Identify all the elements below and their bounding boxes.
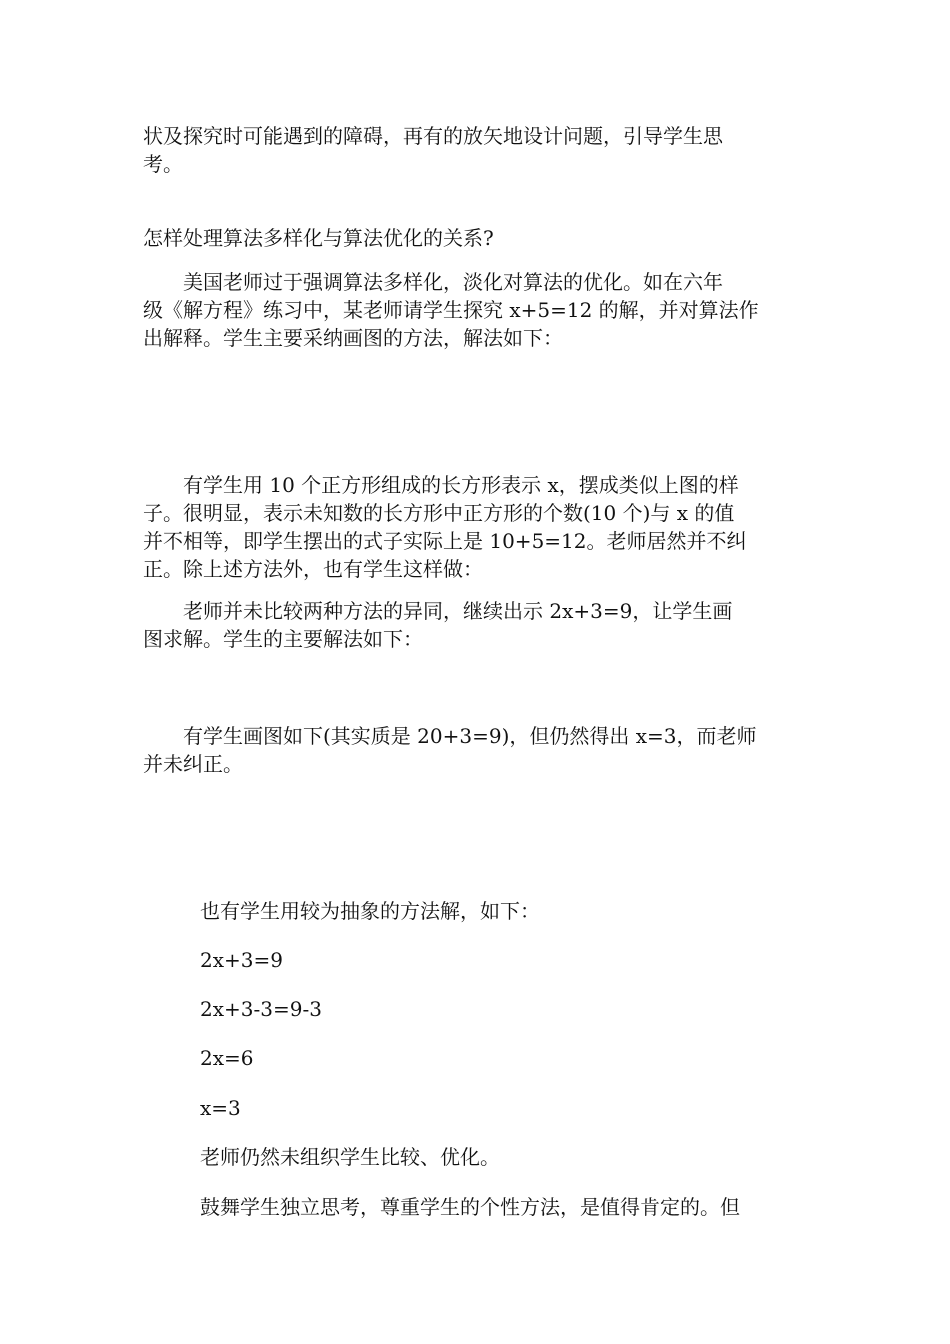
paragraph-second-equation [143, 597, 732, 653]
text-line: 出解释。学生主要采纳画图的方法，解法如下： [143, 326, 563, 350]
paragraph-continued [143, 122, 723, 178]
equation-step-4: x=3 [200, 1096, 241, 1120]
paragraph-encourage-thinking: 鼓舞学生独立思考，尊重学生的个性方法，是值得肯定的。但 [200, 1195, 740, 1219]
paragraph-abstract-method: 也有学生用较为抽象的方法解，如下： [200, 899, 540, 923]
text-line: 有学生画图如下(其实质是 20+3=9)，但仍然得出 x=3，而老师 [143, 724, 757, 748]
text-line: 有学生用 10 个正方形组成的长方形表示 x，摆成类似上图的样 [143, 473, 739, 497]
text-line: 状及探究时可能遇到的障碍，再有的放矢地设计问题，引导学生思 [143, 124, 723, 148]
text-line: 并未纠正。 [143, 752, 243, 776]
equation-step-1: 2x+3=9 [200, 948, 283, 972]
section-heading [143, 224, 494, 252]
equation-step-2: 2x+3-3=9-3 [200, 997, 322, 1021]
heading-text: 怎样处理算法多样化与算法优化的关系? [143, 226, 494, 250]
paragraph-algorithm-diversity [143, 268, 759, 352]
text-line: 子。很明显，表示未知数的长方形中正方形的个数(10 个)与 x 的值 [143, 501, 735, 525]
equation-step-3: 2x=6 [200, 1046, 254, 1070]
text-line: 老师并未比较两种方法的异同，继续出示 2x+3=9，让学生画 [143, 599, 733, 623]
paragraph-teacher-no-optimize: 老师仍然未组织学生比较、优化。 [200, 1145, 500, 1169]
text-line: 图求解。学生的主要解法如下： [143, 627, 423, 651]
paragraph-drawing-result [143, 722, 757, 778]
text-line: 考。 [143, 152, 183, 176]
text-line: 并不相等，即学生摆出的式子实际上是 10+5=12。老师居然并不纠 [143, 529, 747, 553]
paragraph-rectangle-method [143, 471, 747, 583]
text-line: 正。除上述方法外，也有学生这样做： [143, 557, 483, 581]
text-line: 美国老师过于强调算法多样化，淡化对算法的优化。如在六年 [143, 270, 723, 294]
text-line: 级《解方程》练习中，某老师请学生探究 x+5=12 的解，并对算法作 [143, 298, 759, 322]
